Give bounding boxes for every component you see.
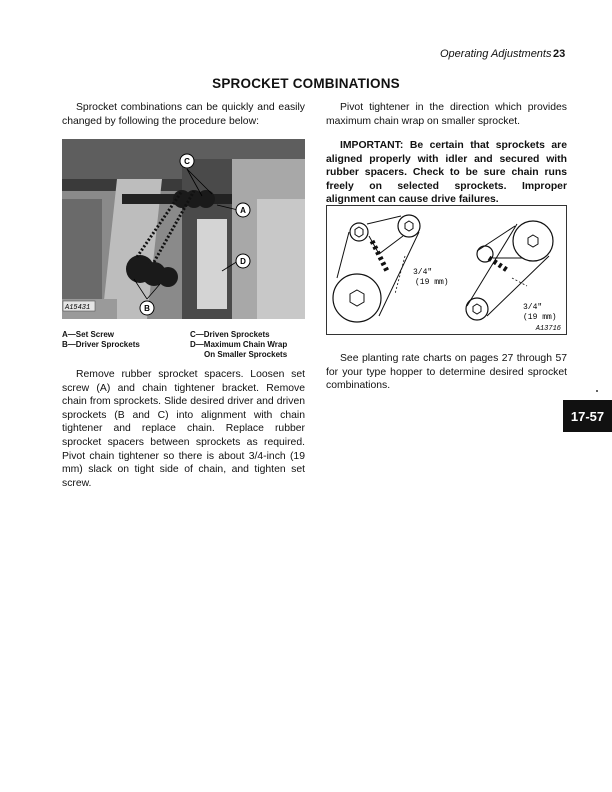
legend-c: C—Driven Sprockets (190, 330, 270, 339)
diagram-code: A13716 (535, 325, 561, 333)
section-tab: 17-57 (563, 400, 612, 432)
callout-b (140, 301, 154, 315)
svg-text:C: C (184, 157, 190, 166)
legend-d-continued: On Smaller Sprockets (204, 350, 288, 359)
chain-slack-diagram (326, 205, 567, 335)
left-slack-label: 3/4" (413, 268, 433, 277)
callout-a (236, 203, 250, 217)
callout-d (236, 254, 250, 268)
sprocket-photo (62, 139, 305, 319)
svg-text:D: D (240, 257, 246, 266)
right-slack-label: 3/4" (523, 303, 543, 312)
photo-code: A15431 (65, 304, 91, 312)
legend-b: B—Driver Sprockets (62, 340, 140, 349)
callout-c (180, 154, 194, 168)
right-slack-label-mm: (19 mm) (523, 313, 557, 322)
page-title: SPROCKET COMBINATIONS (212, 76, 400, 91)
procedure-paragraph: Remove rubber sprocket spacers. Loosen set screw (A) and chain tightener bracket. Remove chain from sprockets. Slide desired driver and driven sprockets (B and C) into alignment with chain tightener and replace chain. Replace rubber sprocket spacers between sprockets as required. Pivot chain tightener so there is about 3/4-inch (19 mm) slack on tight side of chain, and tighten set screw. (62, 369, 305, 489)
running-header-title: Operating Adjustments (440, 48, 552, 60)
page-number: 23 (553, 48, 566, 60)
legend-a: A—Set Screw (62, 330, 115, 339)
legend-d: D—Maximum Chain Wrap (190, 340, 288, 349)
left-slack-label-mm: (19 mm) (415, 278, 449, 287)
important-note: IMPORTANT: Be certain that sprockets are aligned properly with idler and secured with rubber spacers. Check to be sure chain runs freely on selected sprockets. Improper alignment can cause drive failures. (326, 140, 567, 206)
intro-paragraph: Sprocket combinations can be quickly and easily changed by following the procedure below: (62, 102, 305, 127)
tightener-paragraph: Pivot tightener in the direction which provides maximum chain wrap on smaller sprocket. (326, 102, 567, 127)
page-mark (596, 390, 598, 392)
svg-text:B: B (144, 304, 150, 313)
svg-text:A: A (240, 206, 246, 215)
planting-rate-paragraph: See planting rate charts on pages 27 through 57 for your type hopper to determine desired sprocket combinations. (326, 353, 567, 392)
